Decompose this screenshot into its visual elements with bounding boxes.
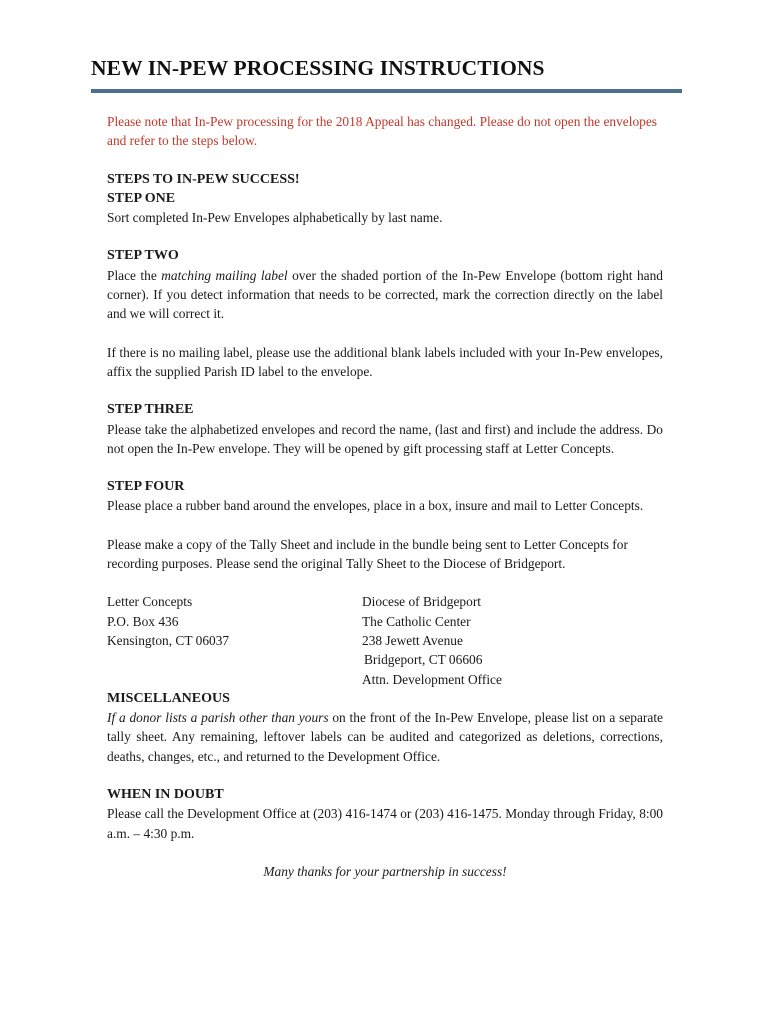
address-diocese: [362, 592, 662, 688]
step-one-heading: STEP ONE: [107, 190, 176, 206]
address-line: Bridgeport, CT 06606: [364, 652, 483, 668]
step-one-text: Sort completed In-Pew Envelopes alphabetically by last name.: [107, 210, 443, 226]
step-three-text: Please take the alphabetized envelopes and record the name, (last and first) and include the address. Do not open the In-Pew envelope. They will be opened by gift processing staff at Letter Concepts.: [107, 421, 663, 456]
page-title: NEW IN-PEW PROCESSING INSTRUCTIONS: [91, 56, 545, 80]
address-line: Kensington, CT 06037: [107, 632, 230, 648]
step-four-text-2: Please make a copy of the Tally Sheet and include in the bundle being sent to Letter Concepts for recording purposes. Please send the original Tally Sheet to the Diocese of Bridgeport.: [107, 536, 628, 572]
address-line: 238 Jewett Avenue: [362, 632, 463, 648]
document-body: [107, 112, 663, 881]
step-two-text-before: Place the: [107, 267, 162, 283]
closing-thanks: Many thanks for your partnership in success!: [263, 863, 507, 879]
address-line: Attn. Development Office: [362, 671, 502, 687]
address-letter-concepts: [107, 592, 362, 688]
miscellaneous-text: [107, 708, 663, 766]
step-two-emphasis: matching mailing label: [161, 267, 288, 283]
when-in-doubt-heading: WHEN IN DOUBT: [107, 787, 224, 803]
miscellaneous-body: on the front of the In-Pew Envelope, please list on a separate tally sheet. Any remaining, leftover labels can be audited and categorized as deletions, corrections, deaths, changes, etc., and returned to the Development Office.: [107, 710, 664, 764]
address-line: The Catholic Center: [362, 613, 471, 629]
step-three-heading: STEP THREE: [107, 402, 194, 418]
step-two-heading: STEP TWO: [107, 248, 179, 264]
address-line: Letter Concepts: [107, 594, 193, 610]
red-notice: Please note that In-Pew processing for the 2018 Appeal has changed. Please do not open the envelopes and refer to the steps below.: [107, 114, 657, 149]
step-four-heading: STEP FOUR: [107, 479, 185, 495]
miscellaneous-lead: If a donor lists a parish other than yours: [107, 710, 329, 726]
address-line: Diocese of Bridgeport: [362, 594, 481, 610]
miscellaneous-heading: MISCELLANEOUS: [107, 690, 230, 706]
title-divider: [91, 89, 682, 93]
when-in-doubt-text: Please call the Development Office at (203) 416-1474 or (203) 416-1475. Monday through Friday, 8:00 a.m. – 4:30 p.m.: [107, 806, 663, 841]
mailing-addresses: [107, 592, 663, 688]
address-line: P.O. Box 436: [107, 613, 179, 629]
step-two-text-after: over the shaded portion of the In-Pew Envelope (bottom right hand corner). If you detect information that needs to be corrected, mark the correction directly on the label and we will correct it.: [107, 267, 663, 322]
steps-heading: STEPS TO IN-PEW SUCCESS!: [107, 171, 300, 187]
step-two-text-2: If there is no mailing label, please use the additional blank labels included with your In-Pew envelopes, affix the supplied Parish ID label to the envelope.: [107, 344, 663, 379]
step-two-text: [107, 266, 663, 324]
step-four-text: Please place a rubber band around the envelopes, place in a box, insure and mail to Letter Concepts.: [107, 498, 644, 514]
